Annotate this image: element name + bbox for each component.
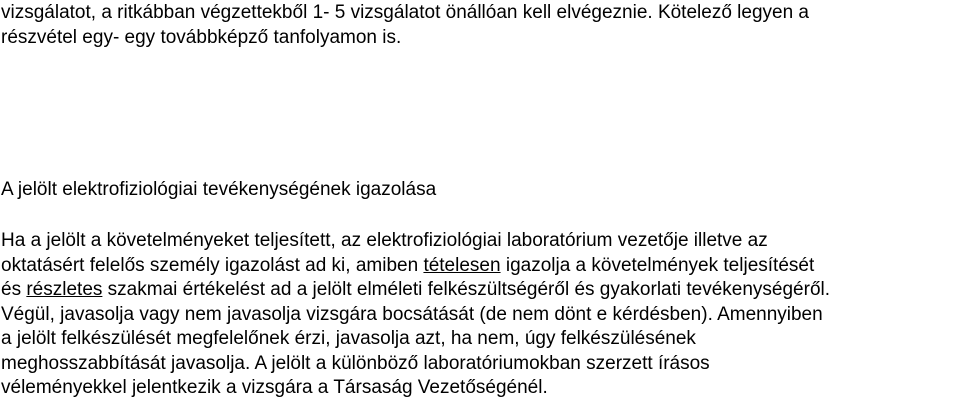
paragraph-line-6: meghosszabbítását javasolja. A jelölt a különböző laboratóriumokban szerzett írásos bbox=[1, 352, 710, 374]
intro-line-2: részvétel egy- egy továbbképző tanfolyamon is. bbox=[1, 26, 402, 48]
line3-before-text: és bbox=[1, 279, 27, 300]
paragraph-line-1: Ha a jelölt a követelményeket teljesített, az elektrofiziológiai laboratórium vezetője illetve az bbox=[1, 230, 768, 251]
section-paragraph bbox=[1, 229, 830, 401]
intro-line-1: vizsgálatot, a ritkábban végzettekből 1- 5 vizsgálatot önállóan kell elvégeznie. Kötelező legyen a bbox=[1, 2, 810, 23]
line2-before-text: oktatásért felelős személy igazolást ad ki, amiben bbox=[1, 254, 424, 276]
line3-after-text: szakmai értékelést ad a jelölt elméleti felkészültségéről és gyakorlati tevékenységéről. bbox=[102, 279, 831, 300]
section-heading: A jelölt elektrofiziológiai tevékenységének igazolása bbox=[1, 179, 437, 200]
paragraph-line-7: véleményekkel jelentkezik a vizsgára a Társaság Vezetőségénél. bbox=[1, 377, 548, 398]
paragraph-line-3 bbox=[1, 278, 830, 303]
underlined-word-reszletes: részletes bbox=[26, 279, 103, 300]
underlined-word-tetelesen: tételesen bbox=[423, 254, 501, 276]
paragraph-line-4: Végül, javasolja vagy nem javasolja vizsgára bocsátását (de nem dönt e kérdésben). Amennyiben bbox=[1, 303, 823, 325]
paragraph-line-5: a jelölt felkészülését megfelelőnek érzi, javasolja azt, ha nem, úgy felkészülésének bbox=[1, 328, 696, 349]
line2-after-text: igazolja a követelmények teljesítését bbox=[500, 254, 815, 276]
paragraph-line-2 bbox=[1, 254, 830, 279]
intro-paragraph bbox=[1, 1, 809, 50]
